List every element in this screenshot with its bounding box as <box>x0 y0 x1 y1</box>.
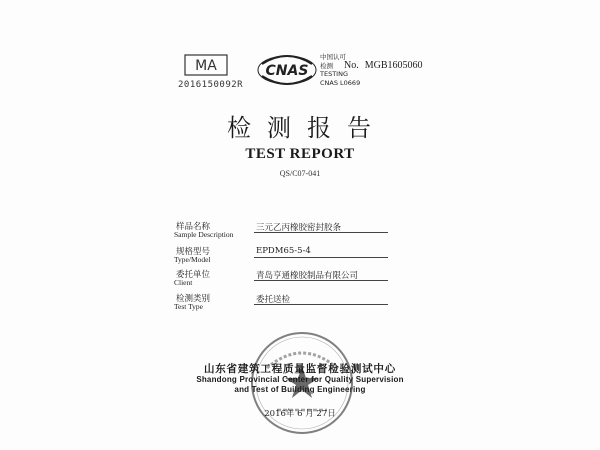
field-label-cn: 检测类别 <box>176 294 211 304</box>
cma-mark <box>178 54 244 92</box>
field-value: 青岛亨通橡胶制品有限公司 <box>256 271 359 281</box>
organization-name-cn: 山东省建筑工程质量监督检验测试中心 <box>203 363 397 375</box>
field-type-model <box>174 245 394 269</box>
field-value: 委托送检 <box>256 295 291 305</box>
field-label-en: Sample Description <box>174 230 234 239</box>
field-underline <box>254 257 388 258</box>
cnas-logo-icon <box>256 50 318 90</box>
field-label-cn: 规格型号 <box>176 247 211 257</box>
report-number <box>344 60 423 71</box>
cma-logo-icon <box>184 54 228 76</box>
field-value: 三元乙丙橡胶密封胶条 <box>256 223 342 233</box>
field-label-cn: 委托单位 <box>176 270 211 280</box>
field-underline <box>254 280 388 281</box>
field-value: EPDM65-5-4 <box>256 246 311 256</box>
field-underline <box>254 232 388 233</box>
field-test-type <box>174 292 394 316</box>
field-sample-description <box>174 220 394 244</box>
field-label-cn: 样品名称 <box>176 222 211 232</box>
organization-name-en-line2: and Test of Building Engineering <box>234 385 366 394</box>
field-label-en: Client <box>174 278 193 287</box>
title-english: TEST REPORT <box>245 146 355 162</box>
svg-text:MA: MA <box>195 58 217 74</box>
svg-text:CNAS: CNAS <box>265 63 309 79</box>
document-code: QS/C07-041 <box>279 169 321 178</box>
report-number-label: No. <box>344 60 359 71</box>
field-label-en: Test Type <box>174 302 204 311</box>
title-chinese: 检测报告 <box>227 114 387 142</box>
field-client <box>174 268 394 292</box>
cnas-en-line: TESTING <box>320 70 348 78</box>
organization-name-en-line1: Shandong Provincial Center for Quality Supervision <box>196 375 404 384</box>
cnas-cn-line2: 检测 <box>320 61 333 70</box>
cma-code: 2016150092R <box>178 80 244 90</box>
cnas-lab-code: CNAS L0669 <box>320 78 361 87</box>
report-date: 2016年 6 月 27日 <box>264 409 336 419</box>
cnas-cn-line1: 中国认可 <box>320 53 346 61</box>
field-underline <box>254 304 388 305</box>
field-label-en: Type/Model <box>174 255 211 264</box>
report-number-value: MGB1605060 <box>364 60 423 71</box>
